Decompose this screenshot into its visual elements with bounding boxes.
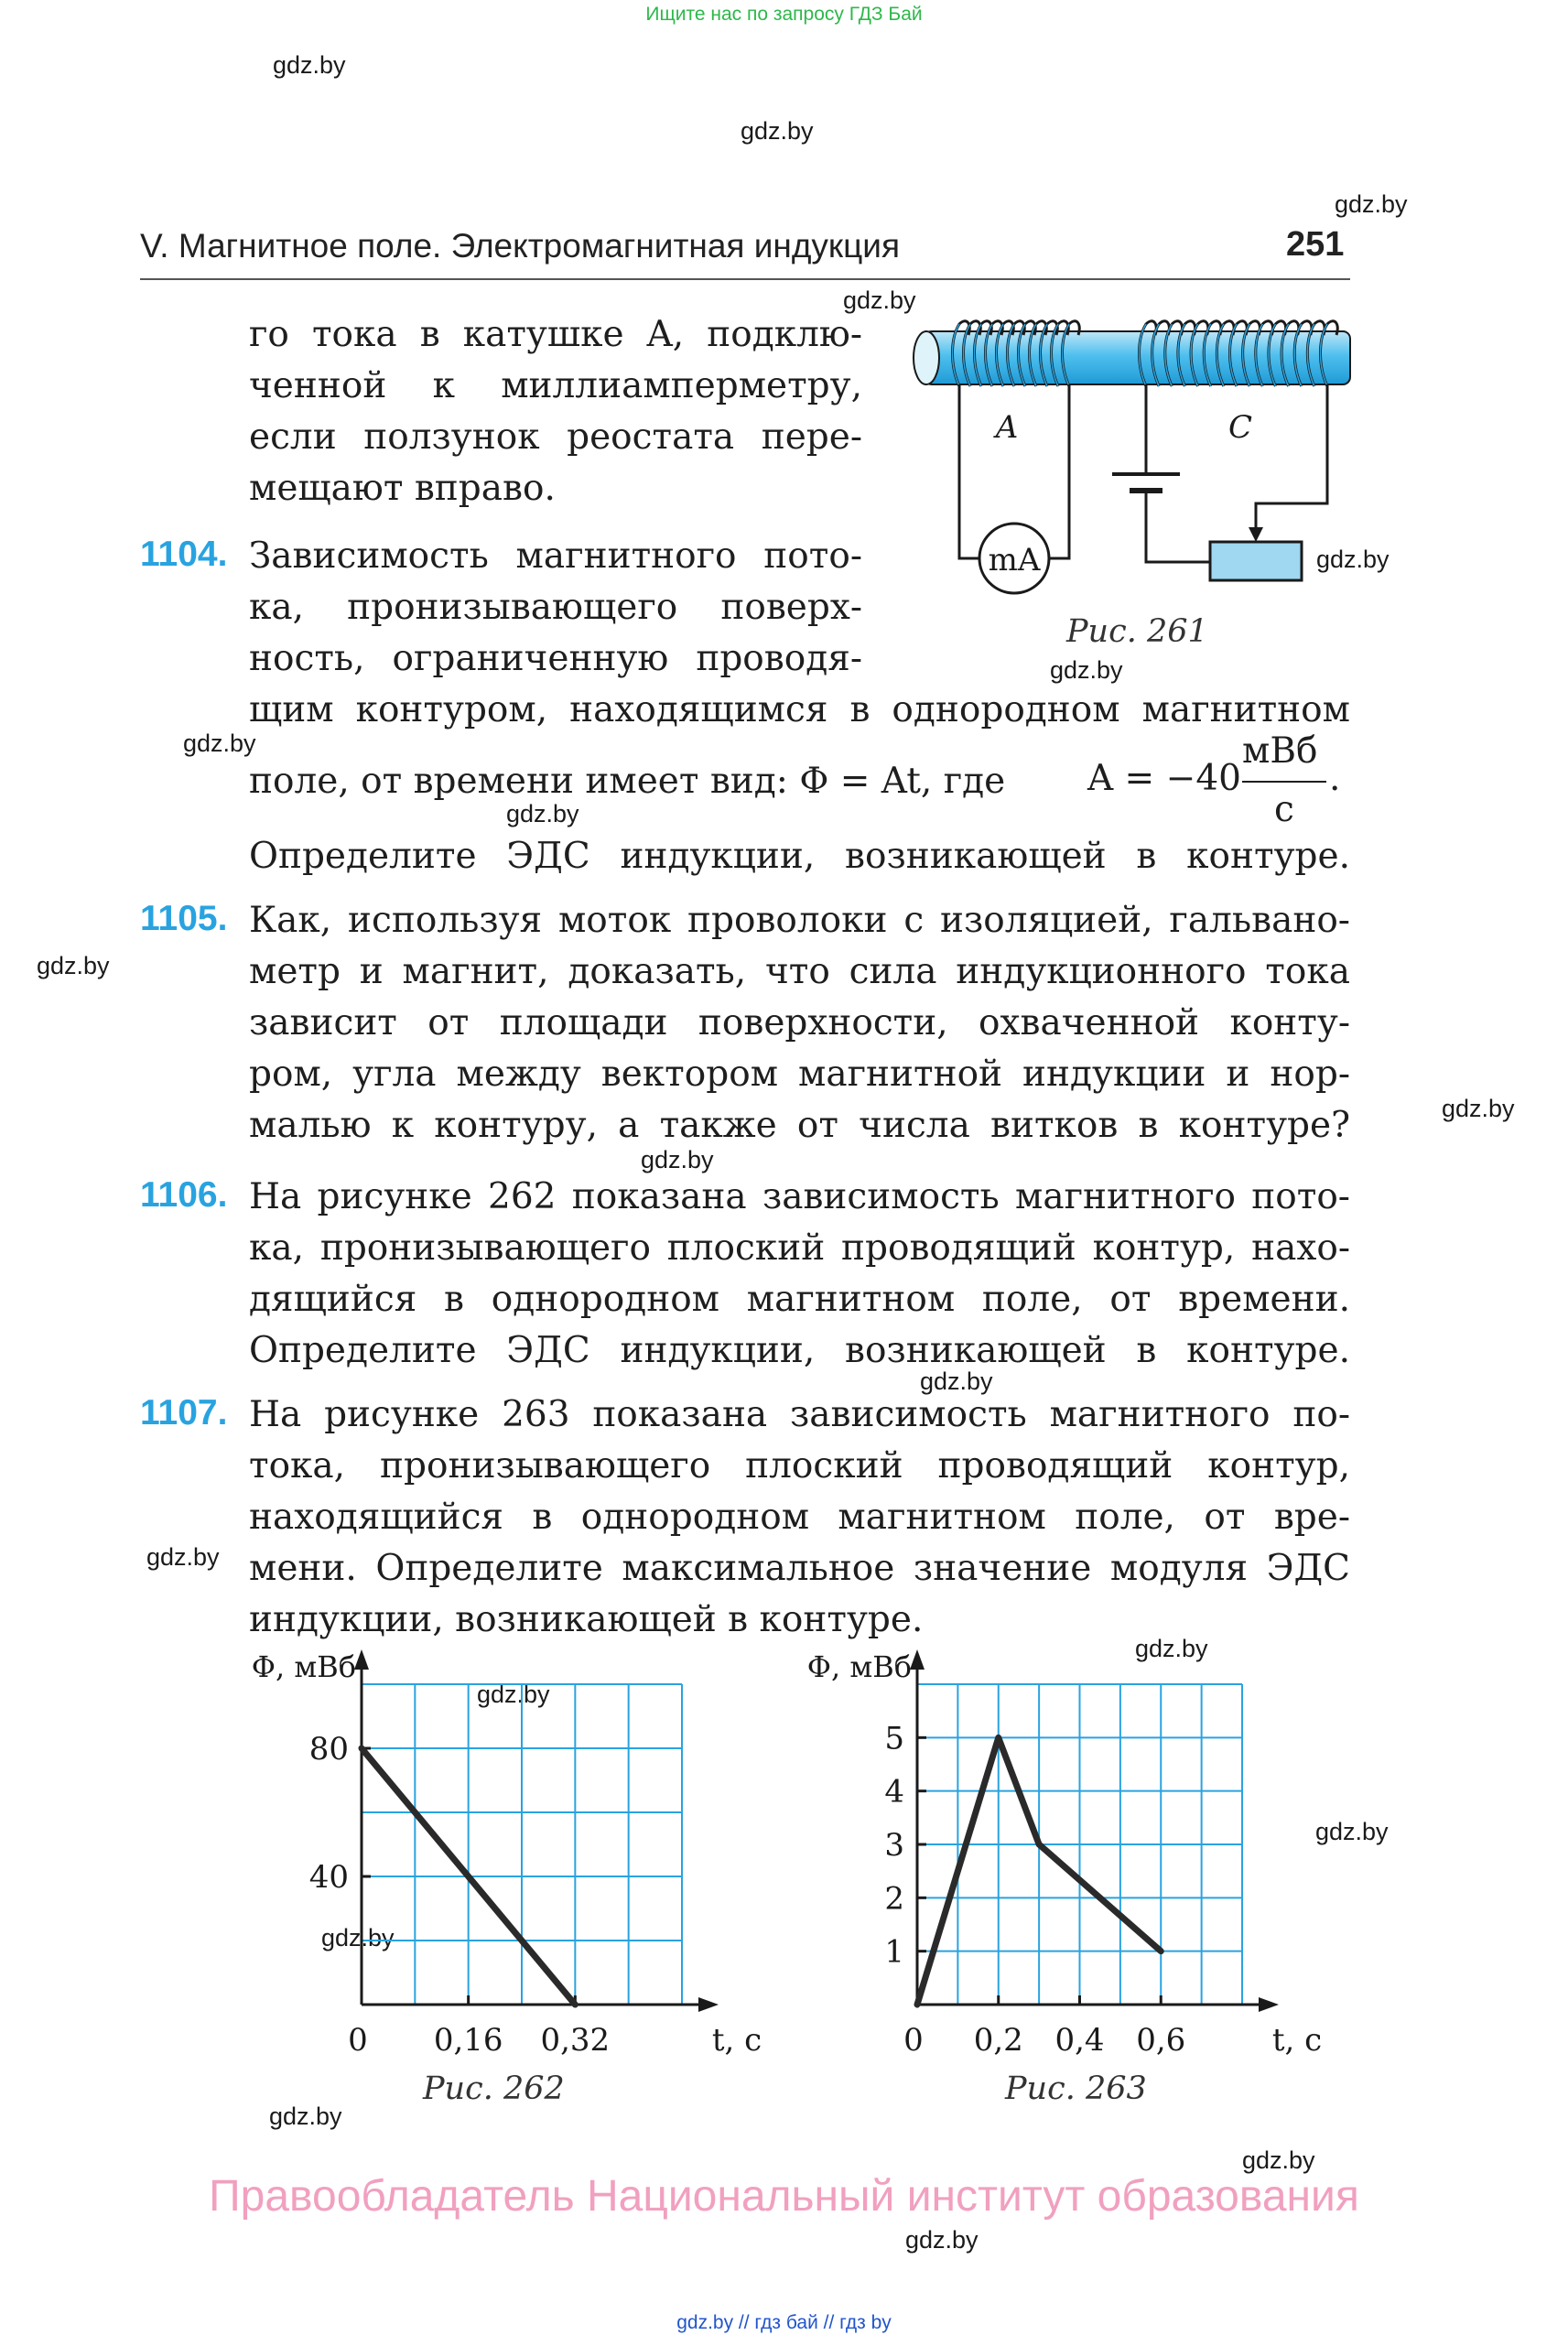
watermark: gdz.by (920, 1368, 993, 1395)
problem-number: 1107. (140, 1393, 228, 1432)
x-tick-label: 0,4 (1054, 2022, 1105, 2059)
wire (1049, 384, 1069, 558)
x-tick-label: 0,2 (973, 2022, 1023, 2059)
watermark: gdz.by (321, 1924, 395, 1951)
figure-caption: Рис. 261 (1066, 613, 1208, 650)
watermark: gdz.by (37, 952, 110, 979)
data-point (996, 1735, 1001, 1740)
rheostat (1210, 542, 1302, 580)
data-point (914, 2002, 920, 2007)
text-line: щим контуром, находящимся в однородном магнитном (249, 689, 1350, 730)
text-line: го тока в катушке A, подклю- (249, 314, 862, 355)
text-line: мещают вправо. (249, 468, 556, 509)
footer-links[interactable]: gdz.by // гдз бай // гдз by (676, 2312, 892, 2333)
watermark: gdz.by (273, 51, 346, 79)
text-line: Определите ЭДС индукции, возникающей в контуре. (249, 1330, 1350, 1371)
formula-tail: . (1329, 758, 1341, 799)
wire (1256, 384, 1327, 535)
watermark: gdz.by (905, 2226, 979, 2254)
watermark: gdz.by (1335, 190, 1408, 218)
text-line: ка, пронизывающего поверх- (249, 587, 862, 628)
x-axis-arrow (698, 1997, 719, 2012)
problem-number: 1105. (140, 899, 228, 938)
y-tick-label: 80 (308, 1731, 349, 1768)
text-line: индукции, возникающей в контуре. (249, 1599, 924, 1640)
y-axis-arrow (354, 1649, 369, 1670)
x-tick-label: 0,6 (1136, 2022, 1186, 2059)
watermark: gdz.by (269, 2103, 342, 2130)
text-line: мени. Определите максимальное значение модуля ЭДС (249, 1548, 1350, 1589)
chart-263 (760, 1649, 1364, 2078)
slider-arrow (1249, 527, 1263, 542)
watermark: gdz.by (1442, 1095, 1515, 1122)
text-line: Как, используя моток проволоки с изоляцией, гальвано- (249, 900, 1350, 941)
watermark: gdz.by (1315, 1818, 1389, 1845)
watermark: gdz.by (843, 286, 916, 314)
watermark: gdz.by (1316, 546, 1390, 573)
problem-number: 1106. (140, 1175, 228, 1215)
text-line: На рисунке 262 показана зависимость магнитного пото- (249, 1176, 1350, 1217)
x-axis-arrow (1259, 1997, 1279, 2012)
text-line: ченной к миллиамперметру, (249, 365, 862, 406)
watermark: gdz.by (1135, 1635, 1208, 1662)
text-line: ность, ограниченную проводя- (249, 638, 862, 679)
top-search-note: Ищите нас по запросу ГДЗ Бай (645, 4, 923, 25)
copyright-owner: Правообладатель Национальный институт образования (209, 2172, 1359, 2221)
y-tick-label: 40 (308, 1859, 349, 1896)
y-axis-label: Φ, мВб (251, 1649, 356, 1684)
text-line: ка, пронизывающего плоский проводящий контур, нахо- (249, 1227, 1350, 1269)
formula-denominator: с (1274, 789, 1294, 830)
y-tick-label: 1 (884, 1933, 904, 1971)
watermark: gdz.by (1050, 656, 1123, 684)
text-line: зависит от площади поверхности, охваченной конту- (249, 1002, 1350, 1043)
x-axis-label: t, с (1271, 2022, 1323, 2059)
problem-number: 1104. (140, 535, 228, 574)
text-line: Зависимость магнитного пото- (249, 535, 862, 577)
y-tick-label: 3 (884, 1827, 904, 1864)
y-axis-label: Φ, мВб (806, 1649, 912, 1684)
x-tick-label: 0,32 (540, 2022, 611, 2059)
chart-262 (201, 1649, 762, 2078)
wire (959, 384, 979, 558)
text-line: поле, от времени имеет вид: Φ = At, где (249, 761, 1006, 802)
figure-caption: Рис. 262 (423, 2070, 565, 2107)
text-line: дящийся в однородном магнитном поле, от времени. (249, 1279, 1350, 1320)
watermark: gdz.by (741, 117, 814, 145)
x-tick-label: 0 (903, 2022, 924, 2059)
data-point (1158, 1949, 1163, 1954)
page-number: 251 (1286, 225, 1345, 264)
figure-caption: Рис. 263 (1005, 2070, 1147, 2107)
watermark: gdz.by (183, 730, 256, 757)
text-line: Определите ЭДС индукции, возникающей в контуре. (249, 836, 1350, 877)
text-line: метр и магнит, доказать, что сила индукционного тока (249, 951, 1350, 992)
text-line: На рисунке 263 показана зависимость магнитного по- (249, 1394, 1350, 1435)
watermark: gdz.by (477, 1681, 550, 1708)
data-point (572, 2002, 578, 2007)
coil-a-label: A (995, 409, 1019, 446)
x-tick-label: 0 (348, 2022, 368, 2059)
fraction-bar (1242, 781, 1326, 783)
watermark: gdz.by (1242, 2146, 1315, 2174)
text-line: находящийся в однородном магнитном поле, от вре- (249, 1497, 1350, 1538)
formula-numerator: мВб (1242, 730, 1318, 772)
formula-lhs: A = −40 (1087, 758, 1241, 799)
data-point (359, 1746, 364, 1751)
watermark: gdz.by (146, 1543, 220, 1571)
figure-261-circuit (906, 311, 1373, 604)
data-point (1036, 1842, 1042, 1847)
x-axis-label: t, с (711, 2022, 762, 2059)
watermark: gdz.by (506, 800, 579, 827)
text-line: ром, угла между вектором магнитной индукции и нор- (249, 1054, 1350, 1095)
coil-c-label: C (1227, 409, 1253, 446)
text-line: малью к контуру, а также от числа витков в контуре? (249, 1105, 1350, 1146)
y-tick-label: 5 (884, 1720, 904, 1757)
y-tick-label: 4 (884, 1773, 904, 1811)
text-line: тока, пронизывающего плоский проводящий контур, (249, 1445, 1350, 1487)
watermark: gdz.by (641, 1146, 714, 1173)
x-tick-label: 0,16 (433, 2022, 503, 2059)
y-tick-label: 2 (884, 1880, 904, 1918)
meter-label: mA (988, 542, 1041, 578)
core-end (914, 331, 939, 384)
y-axis-arrow (910, 1649, 925, 1670)
header-rule (140, 278, 1350, 280)
wire (1146, 492, 1210, 562)
chapter-title: V. Магнитное поле. Электромагнитная индукция (140, 227, 900, 265)
text-line: если ползунок реостата пере- (249, 416, 862, 458)
